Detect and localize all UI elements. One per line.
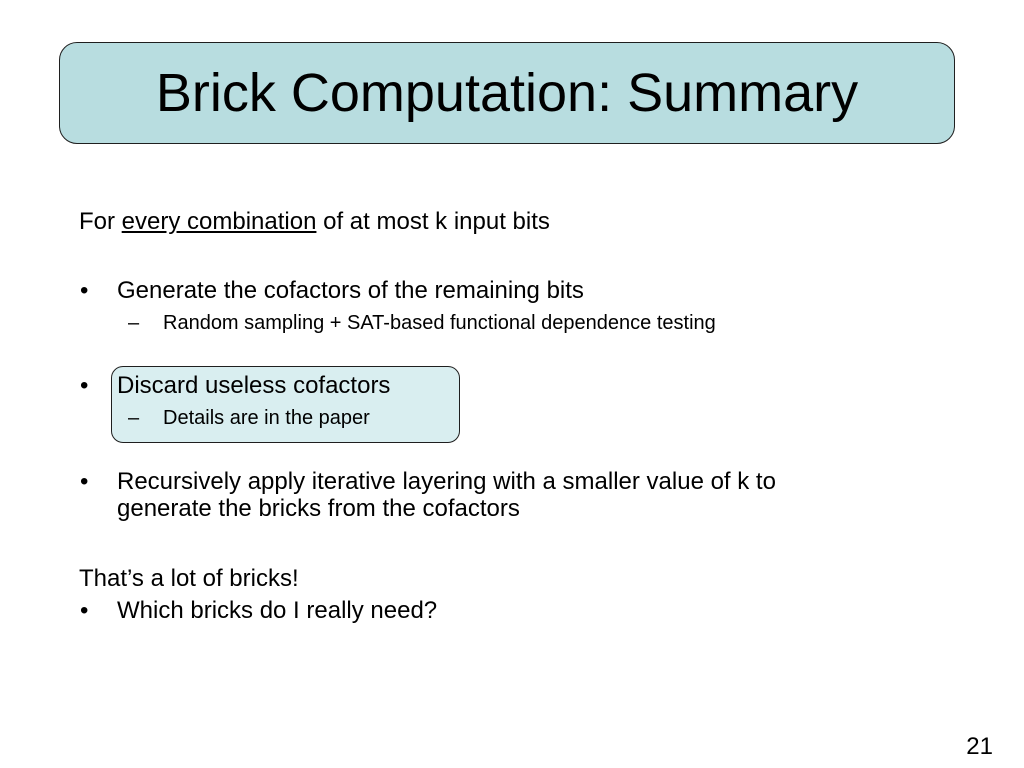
- bullet-2-text: Discard useless cofactors: [117, 372, 391, 399]
- intro-line: [79, 208, 550, 236]
- intro-prefix: For: [79, 208, 122, 235]
- sub-bullet-2-glyph: –: [128, 407, 140, 429]
- closing-bullet-glyph: •: [80, 597, 89, 624]
- page-number: 21: [966, 733, 993, 760]
- closing-text: That’s a lot of bricks!: [79, 565, 299, 592]
- sub-bullet-1-glyph: –: [128, 312, 140, 334]
- bullet-1-glyph: •: [80, 277, 89, 304]
- bullet-3-glyph: •: [80, 468, 89, 495]
- bullet-2-glyph: •: [80, 372, 89, 399]
- bullet-3-line-1: Recursively apply iterative layering with a smaller value of k to: [117, 468, 776, 495]
- sub-bullet-2-text: Details are in the paper: [163, 407, 370, 429]
- bullet-1-text: Generate the cofactors of the remaining bits: [117, 277, 584, 304]
- sub-bullet-1-text: Random sampling + SAT-based functional dependence testing: [163, 312, 716, 334]
- title-box: [59, 42, 955, 144]
- bullet-3-line-2: generate the bricks from the cofactors: [117, 495, 520, 522]
- closing-bullet-text: Which bricks do I really need?: [117, 597, 438, 624]
- intro-underlined: every combination: [121, 208, 317, 235]
- slide-title: Brick Computation: Summary: [155, 63, 859, 123]
- intro-suffix: of at most k input bits: [316, 208, 550, 235]
